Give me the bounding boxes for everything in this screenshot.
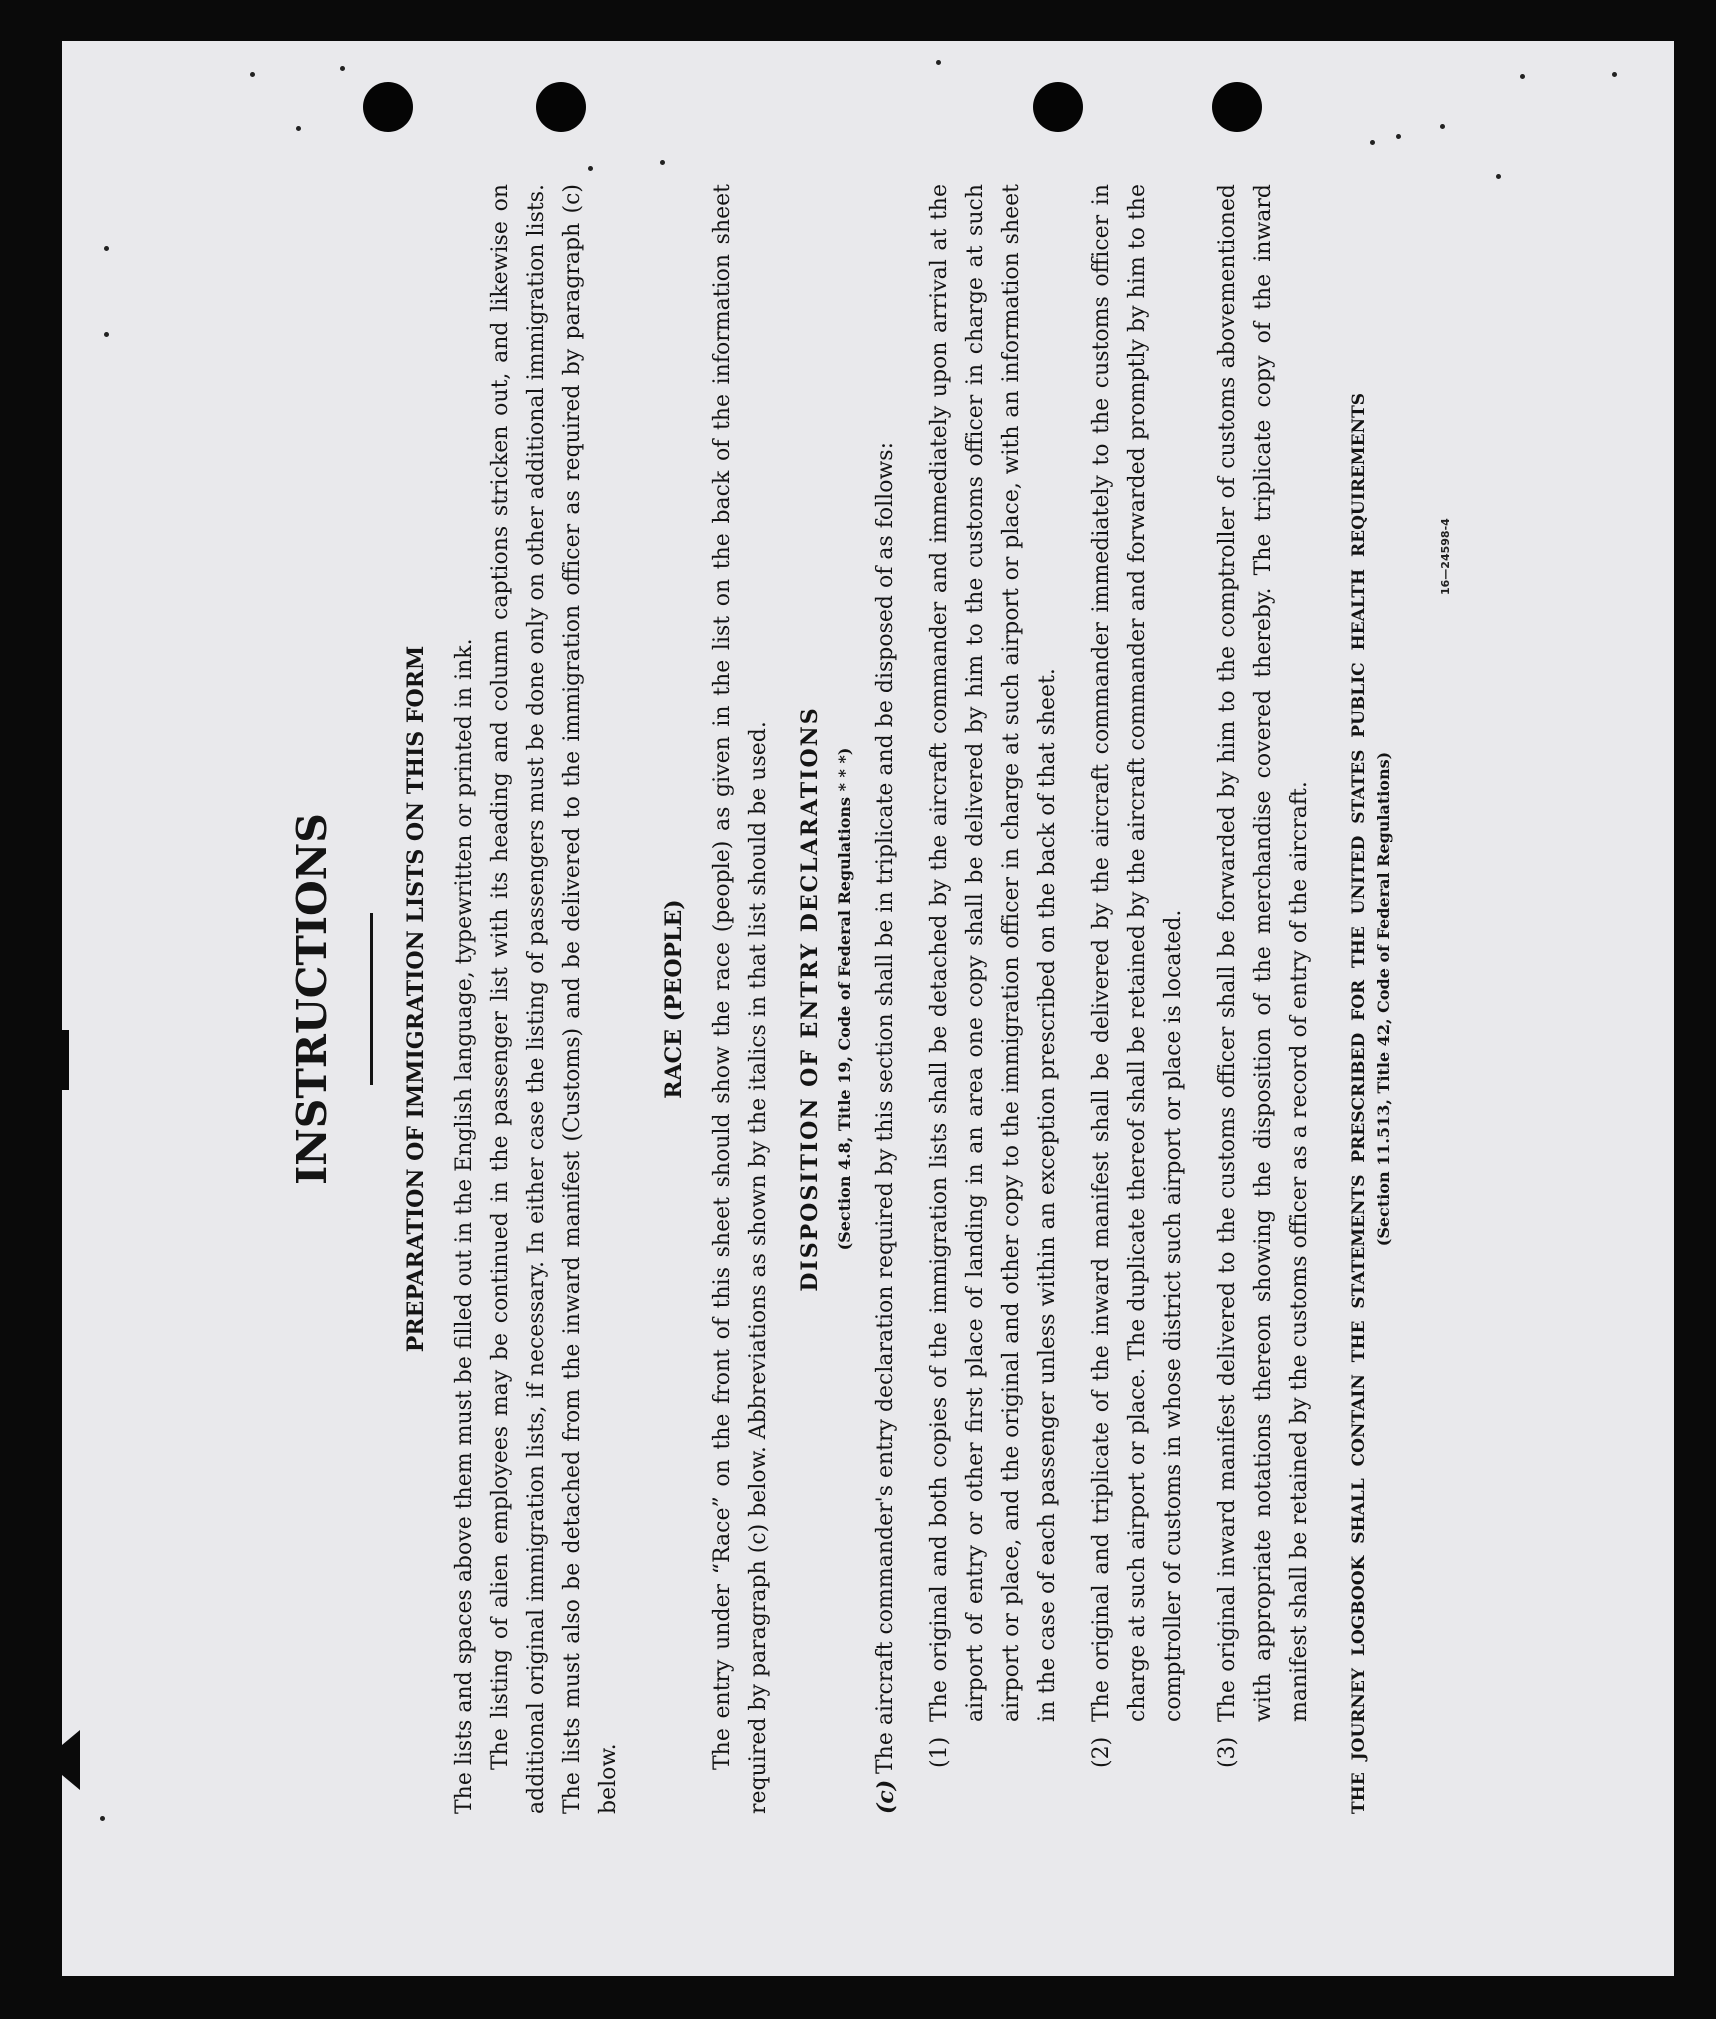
list-item [1210, 184, 1318, 1774]
form-number: 16—24598-4 [1439, 518, 1452, 595]
item-text: The original inward manifest delivered to the customs officer shall be forwarded by him to the comptroller of customs abovementioned with appropriate notations thereon showing the disposition of the merchandise covered thereby. The triplicate copy of the inward manifest shall be retained by the customs officer as a record of entry of the aircraft. [1215, 184, 1312, 1722]
item-number: (2) [1089, 1736, 1114, 1768]
speck [104, 246, 109, 251]
section-heading-race: RACE (PEOPLE) [661, 899, 687, 1099]
page-title: INSTRUCTIONS [288, 813, 336, 1185]
punch-hole-2 [536, 82, 586, 132]
disposition-citation: (Section 4.8, Title 19, Code of Federal Regulations * * *) [835, 747, 854, 1251]
section-heading-preparation: PREPARATION OF IMMIGRATION LISTS ON THIS FORM [403, 645, 429, 1353]
punch-hole-4 [1212, 82, 1262, 132]
item-number: (3) [1215, 1736, 1240, 1768]
punch-hole-3 [1033, 82, 1083, 132]
speck [1496, 174, 1501, 179]
speck [1520, 74, 1525, 79]
speck [588, 166, 593, 171]
torn-edge [55, 1030, 69, 1090]
item-text: The original and both copies of the immigration lists shall be detached by the aircraft commander and immediately upon arrival at the airport of entry or other first place of landing in an area one copy shall be delivered by him to the customs officer in charge at such airport or place, and the original and other copy to the immigration officer in charge at such airport or place, with an information sheet in the case of each passenger unless within an exception prescribed on the back of that sheet. [927, 184, 1060, 1722]
punch-hole-1 [363, 82, 413, 132]
logbook-citation: (Section 11.513, Title 42, Code of Federal Regulations) [1374, 751, 1393, 1247]
item-text: The original and triplicate of the inward manifest shall be delivered by the aircraft commander immediately to the customs officer in charge at such airport or place. The duplicate thereof shall be retained by the aircraft commander and forwarded promptly by him to the comptroller of customs in whose district such airport or place is located. [1089, 184, 1186, 1722]
speck [660, 160, 665, 165]
speck [100, 1816, 105, 1821]
title-rule [370, 913, 373, 1085]
edge-notch [44, 1730, 80, 1790]
rotated-document-body [288, 184, 1398, 1814]
preparation-paragraph-2: The listing of alien employees may be continued in the passenger list with its heading and column captions stricken out, and likewise on additional original immigration lists, if necessary. In either case the listing of passengers must be done only on other additional immigration lists. The lists must also be detached from the inward manifest (Customs) and be delivered to the immigration officer as required by paragraph (c) below. [488, 184, 621, 1814]
paragraph-c-text: The aircraft commander's entry declaration required by this section shall be in triplicate and be disposed of as follows: [873, 442, 898, 1774]
item-number: (1) [927, 1736, 952, 1768]
speck [1396, 134, 1401, 139]
speck [296, 126, 301, 131]
speck [250, 72, 255, 77]
speck [104, 332, 109, 337]
speck [936, 60, 941, 65]
speck [1370, 140, 1375, 145]
preparation-paragraph-1: The lists and spaces above them must be filled out in the English language, typewritten or printed in ink. [452, 638, 477, 1814]
speck [340, 66, 345, 71]
paragraph-c-label: (c) [873, 1779, 899, 1814]
list-item [1084, 184, 1192, 1774]
speck [1440, 124, 1445, 129]
disposition-items [922, 184, 1318, 1814]
section-heading-disposition: DISPOSITION OF ENTRY DECLARATIONS [797, 706, 823, 1292]
paragraph-c [868, 184, 904, 1814]
logbook-requirement: THE JOURNEY LOGBOOK SHALL CONTAIN THE STATEMENTS PRESCRIBED FOR THE UNITED STATES PUBLIC HEALTH REQUIREMENTS [1349, 392, 1369, 1814]
list-item [922, 184, 1066, 1774]
race-paragraph: The entry under “Race” on the front of this sheet should show the race (people) as given in the list on the back of the information sheet required by paragraph (c) below. Abbreviations as shown by the italics in that list should be used. [710, 184, 771, 1814]
speck [1612, 72, 1617, 77]
